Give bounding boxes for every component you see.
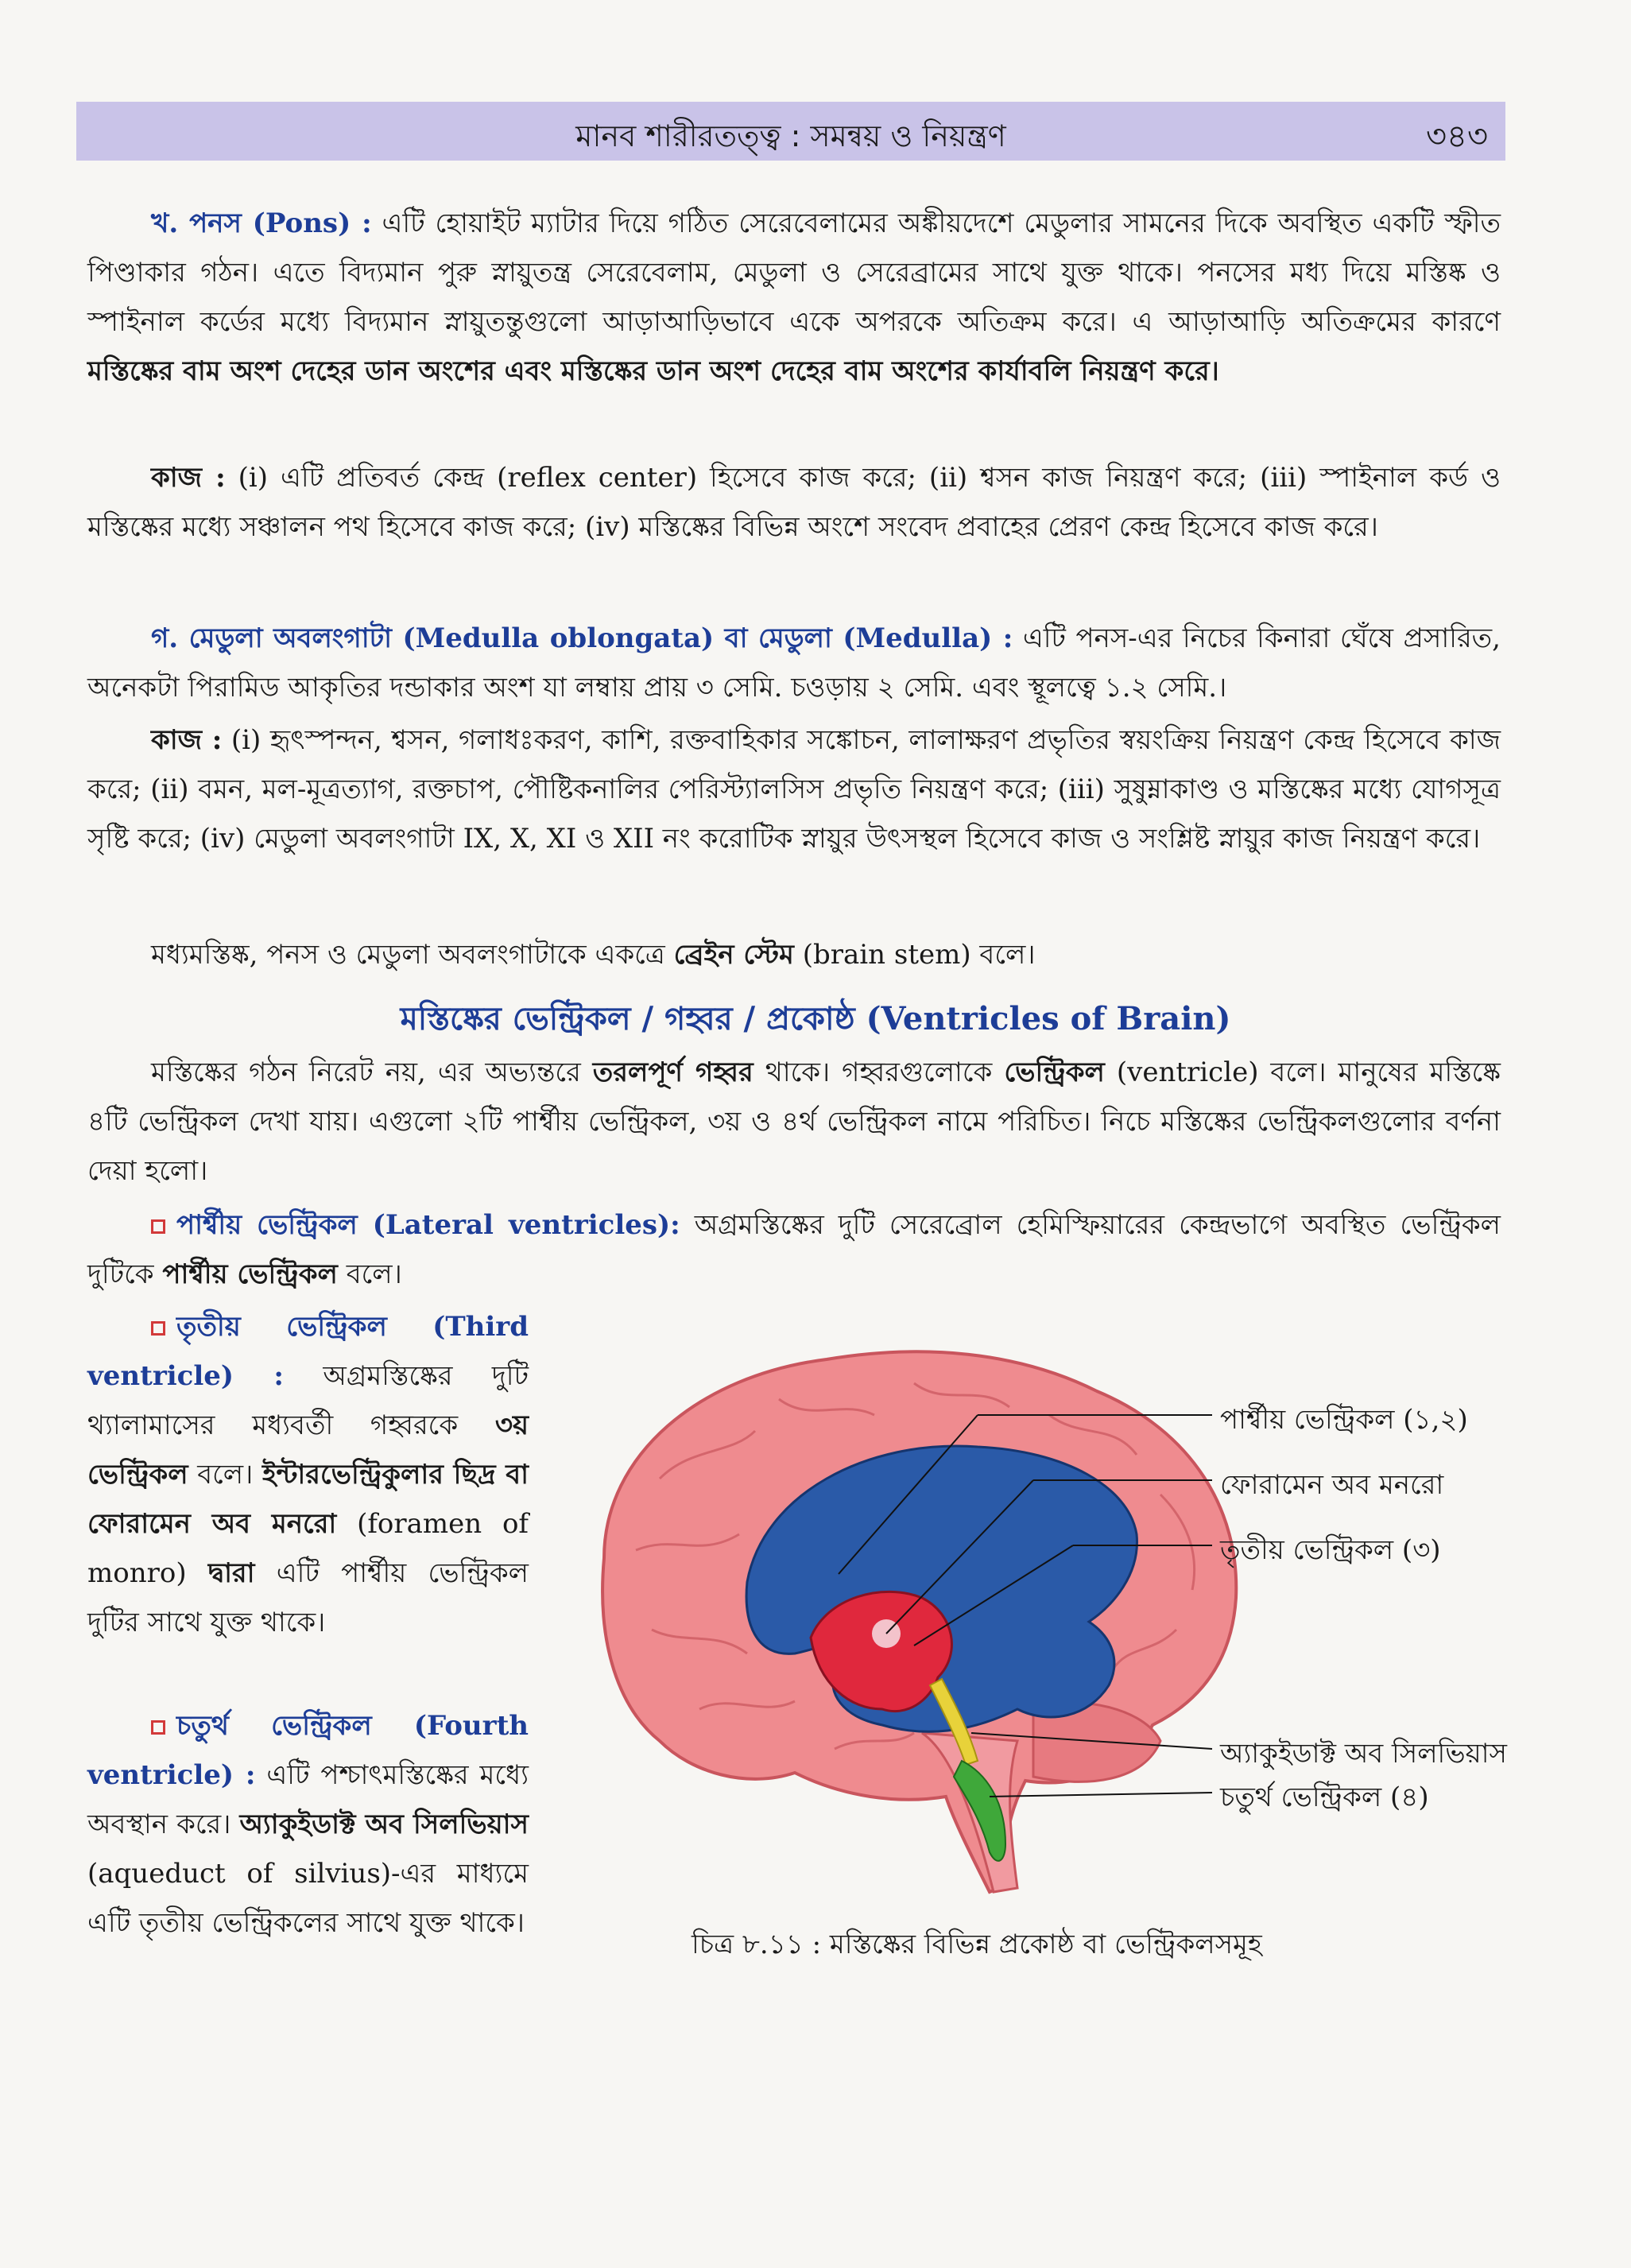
label-foramen-monro: ফোরামেন অব মনরো [1220, 1469, 1444, 1501]
medulla-work-label: কাজ : [151, 724, 223, 756]
medulla-work-text: (i) হৃৎস্পন্দন, শ্বসন, গলাধঃকরণ, কাশি, রক্তবাহিকার সঙ্কোচন, লালাক্ষরণ প্রভৃতির স্বয়ংক্রিয় নিয়ন্ত্রণ কেন্দ্র হিসেবে কাজ করে; (ii) বমন, মল-মূত্রত্যাগ, রক্তচাপ, পৌষ্টিকনালির পেরিস্ট্যালসিস প্রভৃতি নিয়ন্ত্রণ করে; (iii) সুষুম্নাকাণ্ড ও মস্তিষ্কের মধ্যে যোগসূত্র সৃষ্টি করে; (iv) মেডুলা অবলংগাটা IX, X, XI ও XII নং করোটিক স্নায়ুর উৎসস্থল হিসেবে কাজ ও সংশ্লিষ্ট স্নায়ুর কাজ নিয়ন্ত্রণ করে। [87, 724, 1501, 855]
third-title: তৃতীয় ভেন্ট্রিকল (Third ventricle) : [87, 1311, 529, 1392]
pons-bold-text: মস্তিষ্কের বাম অংশ দেহের ডান অংশের এবং মস্তিষ্কের ডান অংশ দেহের বাম অংশের কার্যাবলি নিয়ন্ত্রণ করে। [87, 355, 1219, 387]
label-third-ventricle: তৃতীয় ভেন্ট্রিকল (৩) [1220, 1534, 1441, 1566]
third-bold-3: দ্বারা [207, 1557, 255, 1589]
ventricles-heading: মস্তিষ্কের ভেন্ট্রিকল / গহ্বর / প্রকোষ্ঠ (Ventricles of Brain) [400, 1000, 1231, 1037]
label-aqueduct: অ্যাকুইডাক্ট অব সিলভিয়াস [1220, 1738, 1507, 1770]
chapter-title: মানব শারীরতত্ত্ব : সমন্বয় ও নিয়ন্ত্রণ [575, 118, 1006, 153]
label-lateral-ventricle: পার্শ্বীয় ভেন্ট্রিকল (১,২) [1220, 1404, 1468, 1436]
intro-bold-1: তরলপূর্ণ গহ্বর [592, 1056, 754, 1088]
brainstem-text-1: মধ্যমস্তিষ্ক, পনস ও মেডুলা অবলংগাটাকে একত্রে [151, 939, 665, 971]
lateral-text: অগ্রমস্তিষ্কের দুটি সেরেব্রোল হেমিস্ফিয়ারের কেন্দ্রভাগে অবস্থিত ভেন্ট্রিকল দুটিকে [87, 1209, 1501, 1290]
lateral-title: পার্শ্বীয় ভেন্ট্রিকল (Lateral ventricles): [176, 1209, 680, 1241]
lateral-end: বলে। [346, 1258, 402, 1290]
pons-work-text: (i) এটি প্রতিবর্ত কেন্দ্র (reflex center) হিসেবে কাজ করে; (ii) শ্বসন কাজ নিয়ন্ত্রণ করে; (iii) স্পাইনাল কর্ড ও মস্তিষ্কের মধ্যে সঞ্চালন পথ হিসেবে কাজ করে; (iv) মস্তিষ্কের বিভিন্ন অংশে সংবেদ প্রবাহের প্রেরণ কেন্দ্র হিসেবে কাজ করে। [87, 462, 1501, 543]
third-text-2: বলে। [197, 1459, 254, 1491]
intro-bold-2: ভেন্ট্রিকল [1004, 1056, 1105, 1088]
third-text-1: অগ্রমস্তিষ্কের দুটি থ্যালামাসের মধ্যবর্তী গহ্বরকে [87, 1360, 529, 1441]
label-fourth-ventricle: চতুর্থ ভেন্ট্রিকল (৪) [1220, 1781, 1429, 1813]
intro-text-1: মস্তিষ্কের গঠন নিরেট নয়, এর অভ্যন্তরে [151, 1056, 581, 1088]
pons-work-label: কাজ : [151, 462, 226, 494]
brainstem-bold: ব্রেইন স্টেম [673, 939, 794, 971]
pons-title: খ. পনস (Pons) : [151, 207, 372, 239]
intro-text-3: (ventricle) বলে। মানুষের মস্তিষ্কে ৪টি ভেন্ট্রিকল দেখা যায়। এগুলো ২টি পার্শ্বীয় ভেন্ট্রিকল, ৩য় ও ৪র্থ ভেন্ট্রিকল নামে পরিচিত। নিচে মস্তিষ্কের ভেন্ট্রিকলগুলোর বর্ণনা দেয়া হলো। [87, 1056, 1501, 1187]
fourth-text-1: এটি পশ্চাৎমস্তিষ্কের মধ্যে অবস্থান করে। [87, 1759, 529, 1840]
medulla-title: গ. মেডুলা অবলংগাটা (Medulla oblongata) বা মেডুলা (Medulla) : [151, 622, 1013, 654]
pons-text: এটি হোয়াইট ম্যাটার দিয়ে গঠিত সেরেবেলামের অঙ্কীয়দেশে মেডুলার সামনের দিকে অবস্থিত একটি স্ফীত পিণ্ডাকার গঠন। এতে বিদ্যমান পুরু স্নায়ুতন্ত্র সেরেবেলাম, মেডুলা ও সেরেব্রামের সাথে যুক্ত থাকে। পনসের মধ্য দিয়ে মস্তিষ্ক ও স্পাইনাল কর্ডের মধ্যে বিদ্যমান স্নায়ুতন্তুগুলো আড়াআড়িভাবে একে অপরকে অতিক্রম করে। এ আড়াআড়ি অতিক্রমের কারণে [87, 207, 1501, 338]
fourth-text-2: (aqueduct of silvius)-এর মাধ্যমে এটি তৃতীয় ভেন্ট্রিকলের সাথে যুক্ত থাকে। [87, 1858, 529, 1939]
figure-caption: চিত্র ৮.১১ : মস্তিষ্কের বিভিন্ন প্রকোষ্ঠ বা ভেন্ট্রিকলসমূহ [692, 1929, 1262, 1960]
third-bold-2: ইন্টারভেন্ট্রিকুলার ছিদ্র বা ফোরামেন অব মনরো [87, 1459, 529, 1540]
fourth-title: চতুর্থ ভেন্ট্রিকল (Fourth ventricle) : [87, 1710, 529, 1791]
page-number: ৩৪৩ [1426, 118, 1488, 155]
intro-text-2: থাকে। গহ্বরগুলোকে [765, 1056, 993, 1088]
brainstem-text-2: (brain stem) বলে। [802, 939, 1036, 971]
fourth-bold: অ্যাকুইডাক্ট অব সিলভিয়াস [239, 1809, 529, 1840]
lateral-bold: পার্শ্বীয় ভেন্ট্রিকল [162, 1258, 338, 1290]
third-text-4: এটি পার্শ্বীয় ভেন্ট্রিকল দুটির সাথে যুক্ত থাকে। [87, 1557, 529, 1638]
medulla-text: এটি পনস-এর নিচের কিনারা ঘেঁষে প্রসারিত, অনেকটা পিরামিড আকৃতির দন্ডাকার অংশ যা লম্বায় প্রায় ৩ সেমি. চওড়ায় ২ সেমি. এবং স্থূলত্বে ১.২ সেমি.। [87, 622, 1501, 704]
third-text-3: (foramen of monro) [87, 1508, 529, 1589]
third-bold-1: ৩য় ভেন্ট্রিকল [87, 1409, 529, 1491]
